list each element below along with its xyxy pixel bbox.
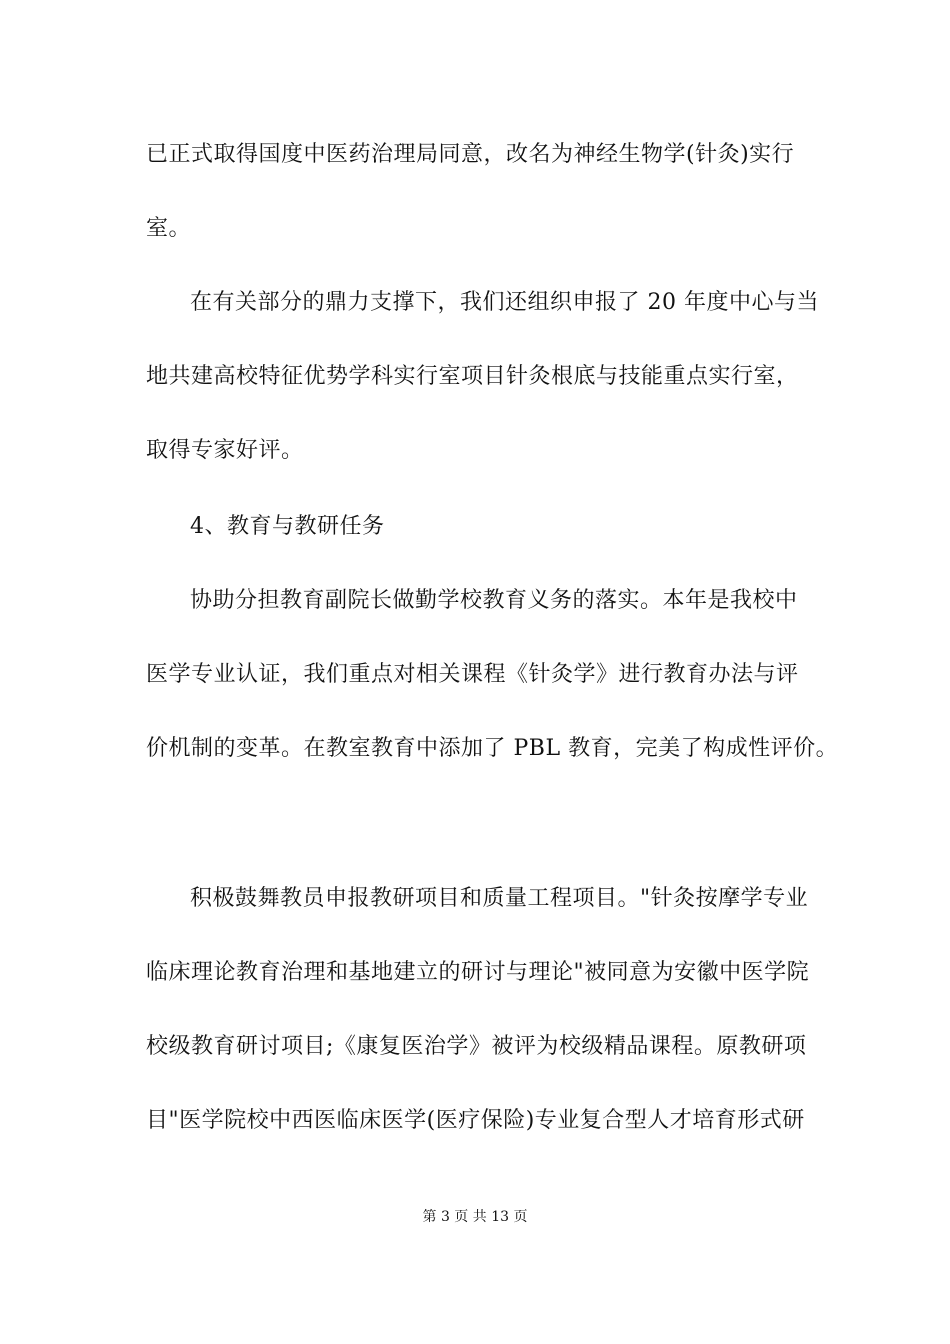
paragraph-line: 已正式取得国度中医药治理局同意，改名为神经生物学(针灸)实行: [146, 142, 795, 167]
paragraph-line: 在有关部分的鼎力支撑下，我们还组织申报了 20 年度中心与当: [190, 290, 819, 315]
paragraph-line: 价机制的变革。在教室教育中添加了 PBL 教育，完美了构成性评价。: [146, 736, 839, 761]
paragraph-line: 目"医学院校中西医临床医学(医疗保险)专业复合型人才培育形式研: [146, 1108, 805, 1133]
paragraph-line: 协助分担教育副院长做勤学校教育义务的落实。本年是我校中: [190, 588, 798, 613]
page-footer: [0, 1207, 950, 1227]
paragraph-line: 医学专业认证，我们重点对相关课程《针灸学》进行教育办法与评: [146, 662, 799, 687]
paragraph-line: 地共建高校特征优势学科实行室项目针灸根底与技能重点实行室，: [146, 364, 799, 389]
page-number-label: 第 3 页 共 13 页: [422, 1209, 528, 1225]
paragraph-line: 校级教育研讨项目;《康复医治学》被评为校级精品课程。原教研项: [146, 1034, 807, 1059]
paragraph-line: 室。: [146, 216, 192, 241]
paragraph-line: 取得专家好评。: [146, 438, 304, 463]
paragraph-line: 临床理论教育治理和基地建立的研讨与理论"被同意为安徽中医学院: [146, 960, 810, 985]
section-heading: 4、教育与教研任务: [190, 514, 385, 539]
paragraph-line: 积极鼓舞教员申报教研项目和质量工程项目。"针灸按摩学专业: [190, 886, 809, 911]
